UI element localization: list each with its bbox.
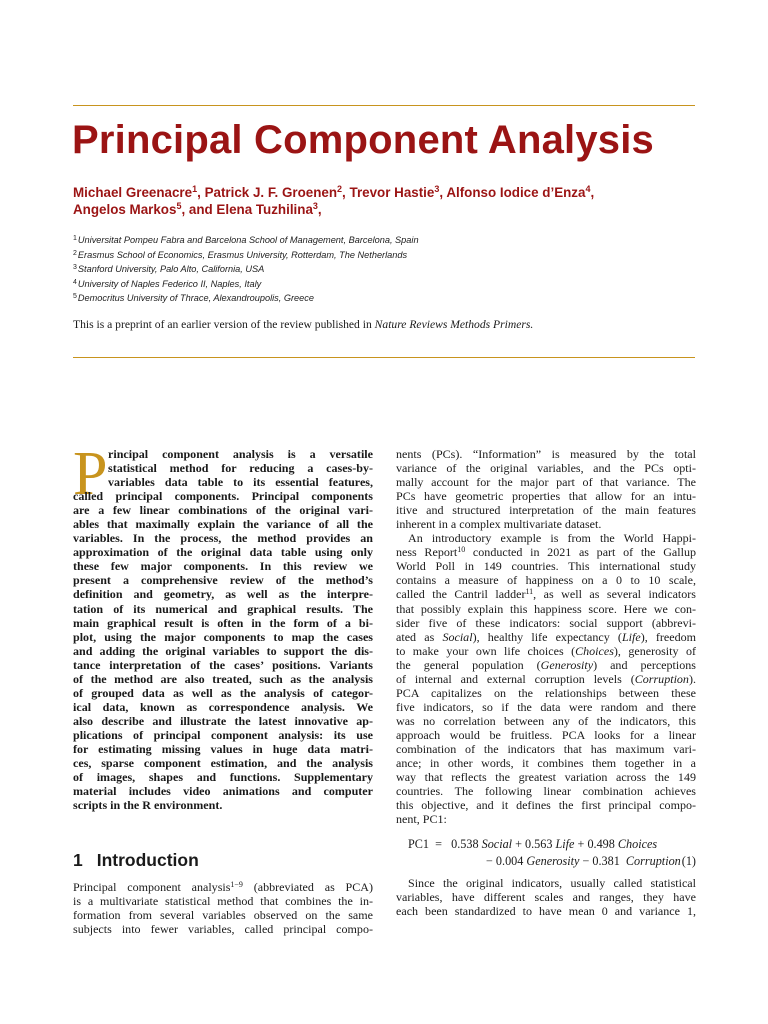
- abstract-line: called principal components. Principal components: [73, 489, 373, 504]
- abstract: [73, 440, 373, 813]
- body-text: of internal and external corruption levels (: [396, 671, 635, 686]
- introduction-paragraph: [73, 880, 373, 936]
- equation-coef: 0.381: [592, 854, 620, 869]
- abstract-line: tance interpretation of the cases’ positions. Variants: [73, 657, 373, 672]
- affiliation-text: Democritus University of Thrace, Alexandroupolis, Greece: [77, 293, 314, 303]
- affiliation-item: [73, 291, 693, 306]
- body-line: inherent in a complex multivariate dataset.: [396, 517, 602, 532]
- body-line: [396, 644, 696, 658]
- citation-ref: 11: [525, 587, 534, 597]
- body-line: variance of the original variables, and the PCs opti-: [396, 461, 696, 476]
- body-line: nents (PCs). “Information” is measured by the total: [396, 447, 696, 461]
- variable-name: Life: [621, 629, 641, 644]
- journal-name: Nature Reviews Methods Primers.: [374, 318, 534, 331]
- body-text: the general population (: [396, 657, 541, 672]
- body-line: nent, PC1:: [396, 812, 447, 827]
- affiliation-number: 3: [73, 264, 77, 271]
- body-line: An introductory example is from the World Happi-: [408, 531, 696, 546]
- body-text: (abbreviated as PCA): [242, 880, 373, 894]
- body-line: [396, 658, 696, 672]
- author-sep: ,: [342, 185, 350, 200]
- body-line: [73, 880, 373, 894]
- body-line: [396, 587, 696, 601]
- abstract-line: material includes video animations and computer: [73, 784, 373, 799]
- author-sep: , and: [181, 202, 217, 217]
- body-line: was no correlation between any of the indicators, this: [396, 713, 696, 728]
- equation-variable: Choices: [617, 837, 658, 852]
- variable-name: Choices: [575, 643, 614, 658]
- body-line: way that reflects the greatest variation across the 149: [396, 770, 696, 785]
- body-text: conducted in 2021 as part of the Gallup: [465, 545, 697, 560]
- abstract-line: and adding the original variables to support the dis-: [73, 643, 373, 658]
- author-name: Angelos Markos: [73, 202, 177, 217]
- body-text: Principal component analysis: [73, 880, 231, 894]
- paper-title: Principal Component Analysis: [72, 118, 655, 162]
- body-line: PCs have geometric properties that allow for an intu-: [396, 489, 696, 504]
- section-heading-introduction: [73, 850, 199, 871]
- abstract-line: of images, shapes and functions. Supplementary: [73, 770, 373, 785]
- section-number: 1: [73, 850, 83, 870]
- author-affil-mark: 5: [176, 201, 182, 211]
- body-text: ) and perceptions: [593, 657, 696, 672]
- equation-coef: 0.004: [495, 854, 524, 869]
- author-affil-mark: 2: [337, 184, 343, 194]
- author-name: Elena Tuzhilina: [216, 202, 313, 217]
- author-line-2: [73, 201, 703, 218]
- author-name: Trevor Hastie: [349, 185, 435, 200]
- affiliation-text: Erasmus School of Economics, Erasmus University, Rotterdam, The Netherlands: [77, 249, 408, 260]
- abstract-line: present a comprehensive review of the method’s: [73, 573, 373, 588]
- variable-name: Corruption: [634, 671, 689, 686]
- abstract-line: ical data, known as correspondence analysis. We: [73, 699, 373, 714]
- body-line: subjects into fewer variables, called principal compo-: [73, 922, 373, 937]
- author-name: Patrick J. F. Groenen: [204, 185, 338, 200]
- author-affil-mark: 3: [312, 201, 318, 211]
- affiliation-text: University of Naples Federico II, Naples, Italy: [77, 278, 262, 289]
- body-text: ), freedom: [640, 629, 697, 644]
- body-text: called the Cantril ladder: [396, 587, 526, 602]
- equation-lhs: PC1: [408, 837, 430, 852]
- author-name: Alfonso Iodice d’Enza: [446, 185, 586, 200]
- body-line: this objective, and it defines the first principal compo-: [396, 798, 696, 813]
- body-text: ness Report: [396, 545, 458, 560]
- equation-coef: 0.538: [451, 837, 479, 852]
- abstract-line: tation of its numerical and graphical results. The: [73, 601, 373, 616]
- body-line: mally account for the major part of that variance. The: [396, 475, 696, 490]
- affiliation-number: 2: [73, 249, 77, 257]
- abstract-line: of the method are also treated, such as the analysis: [73, 671, 373, 686]
- abstract-line: plot, using the major components to map the cases: [73, 629, 373, 644]
- equation-number: (1): [681, 854, 696, 869]
- body-line: Since the original indicators, usually called statistical: [408, 876, 696, 891]
- author-sep: ,: [317, 202, 322, 217]
- body-line: five indicators, so if the data were random and there: [396, 699, 696, 714]
- body-line: [396, 630, 696, 644]
- body-line: countries. The following linear combination achieves: [396, 784, 696, 799]
- author-affil-mark: 4: [585, 184, 591, 194]
- abstract-line: also describe and illustrate the latest innovative ap-: [73, 713, 373, 728]
- author-sep: ,: [590, 185, 595, 200]
- equation-variable: Generosity: [526, 854, 580, 869]
- body-line: World Poll in 149 countries. This international study: [396, 559, 696, 574]
- paragraph: [396, 876, 696, 918]
- affiliation-item: [73, 233, 693, 248]
- abstract-line: these few major components. In this review we: [73, 559, 373, 574]
- body-line: each been standardized to have mean 0 and variance 1,: [396, 904, 696, 919]
- preprint-text: This is a preprint of an earlier version of the review published in: [73, 318, 375, 331]
- body-line: formation from several variables observed on the same: [73, 908, 373, 923]
- abstract-line: ces, sparse component estimation, and the analysis: [73, 756, 373, 771]
- affiliation-item: [73, 277, 693, 292]
- abstract-line: approximation of the original data table using only: [73, 545, 373, 560]
- affiliation-item: [73, 262, 693, 277]
- abstract-line: variables. In the process, the method provides an: [73, 531, 373, 546]
- abstract-line: definition and geometry, as well as the interpre-: [73, 587, 373, 602]
- body-line: variables, have different scales and ranges, they have: [396, 890, 696, 905]
- author-sep: ,: [439, 185, 447, 200]
- author-sep: ,: [197, 185, 205, 200]
- preprint-note: [73, 318, 533, 331]
- variable-name: Generosity: [540, 657, 594, 672]
- abstract-line: scripts in the R environment.: [73, 798, 223, 813]
- affiliation-text: Universitat Pompeu Fabra and Barcelona School of Management, Barcelona, Spain: [77, 235, 419, 245]
- affiliation-item: [73, 248, 693, 263]
- equation-row: − 0.004 Generosity − 0.381 Corruption (1): [486, 854, 696, 869]
- author-affil-mark: 1: [192, 184, 198, 194]
- affiliation-list: [73, 233, 693, 306]
- abstract-line: statistical method for reducing a cases-by-: [108, 461, 373, 476]
- author-list: [73, 184, 703, 218]
- body-line: approach would be fruitless. PCA looks for a linear: [396, 727, 696, 742]
- abstract-line: ables that maximally explain the variance of all the: [73, 517, 373, 532]
- body-line: that possibly explain this happiness score. Here we con-: [396, 601, 696, 616]
- header-separator-rule: [73, 357, 695, 358]
- equation-pc1: [396, 836, 696, 870]
- author-affil-mark: 3: [434, 184, 440, 194]
- body-line: [396, 672, 696, 686]
- top-rule: [73, 105, 695, 106]
- abstract-line: rincipal component analysis is a versatile: [108, 447, 373, 461]
- abstract-line: are a few linear combinations of the original vari-: [73, 503, 373, 518]
- section-title: Introduction: [96, 850, 199, 870]
- body-text: ), generosity of: [613, 643, 696, 658]
- abstract-line: plications of principal component analysis: its use: [73, 727, 373, 742]
- author-line-1: [73, 184, 703, 201]
- equation-variable: Corruption: [625, 854, 681, 869]
- body-text: , as well as several indicators: [533, 587, 696, 602]
- author-name: Michael Greenacre: [73, 185, 193, 200]
- equation-coef: 0.498: [587, 837, 615, 852]
- abstract-line: of grouped data as well as the analysis of categor-: [73, 685, 373, 700]
- affiliation-number: 5: [73, 293, 77, 300]
- body-text: ), healthy life expectancy (: [472, 629, 622, 644]
- body-text: ).: [688, 671, 696, 686]
- drop-cap: P: [73, 440, 108, 508]
- abstract-line: variables data table to its essential features,: [108, 475, 373, 490]
- variable-name: Social: [442, 629, 473, 644]
- body-text: ated as: [396, 629, 443, 644]
- body-line: sider five of these indicators: social support (abbrevi-: [396, 615, 696, 630]
- affiliation-number: 1: [73, 235, 77, 242]
- body-text: to make your own life choices (: [396, 643, 576, 658]
- body-line: is a multivariate statistical method that combines the in-: [73, 894, 373, 909]
- affiliation-text: Stanford University, Palo Alto, California, USA: [77, 264, 265, 274]
- citation-ref: 10: [457, 545, 466, 555]
- affiliation-number: 4: [73, 278, 77, 286]
- equation-coef: 0.563: [525, 837, 553, 852]
- body-line: combination of the indicators that has maximum vari-: [396, 741, 696, 756]
- body-line: [396, 545, 696, 559]
- right-column: [396, 447, 696, 918]
- abstract-line: main graphical result is often in the form of a bi-: [73, 615, 373, 630]
- abstract-line: for estimating missing values in huge data matri-: [73, 741, 373, 756]
- equation-variable: Social: [481, 837, 513, 852]
- body-line: ance; in other words, it combines them together in a: [396, 756, 696, 771]
- body-line: itive and structured interpretation of the main features: [396, 503, 696, 518]
- equation-row: PC1 = 0.538 Social + 0.563 Life + 0.498 Choices: [408, 837, 658, 852]
- equation-variable: Life: [555, 837, 575, 852]
- body-line: contains a measure of happiness on a 0 to 10 scale,: [396, 573, 696, 588]
- body-line: PCA capitalizes on the relationships between these: [396, 685, 696, 700]
- citation-ref: 1−9: [230, 880, 243, 889]
